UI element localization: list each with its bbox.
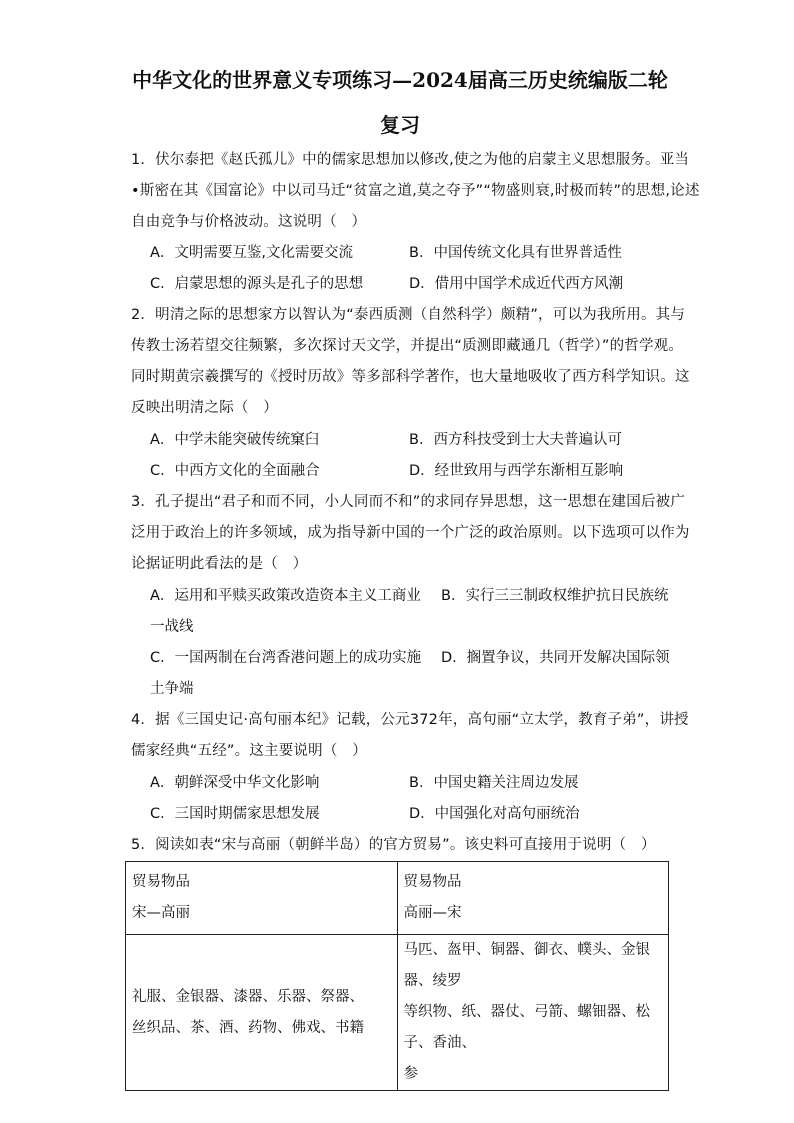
question-3-text-line: 泛用于政治上的许多领域，成为指导新中国的一个广泛的政治原则。以下选项可以作为 bbox=[131, 525, 690, 541]
table-header-row bbox=[126, 862, 669, 935]
question-4-option-a: A．朝鲜深受中华文化影响 bbox=[150, 775, 320, 791]
table-header-cell bbox=[397, 862, 669, 935]
question-1-option-c: C．启蒙思想的源头是孔子的思想 bbox=[150, 276, 364, 292]
question-1-option-a: A．文明需要互鉴,文化需要交流 bbox=[150, 245, 354, 261]
question-2-option-b: B．西方科技受到士大夫普遍认可 bbox=[409, 432, 622, 448]
cell-text-line: 礼服、金银器、漆器、乐器、祭器、 bbox=[132, 988, 364, 1005]
question-2-option-c: C．中西方文化的全面融合 bbox=[150, 463, 320, 479]
table-cell-goryeo-exports bbox=[397, 935, 669, 1091]
question-1-option-d: D．借用中国学术成近代西方风潮 bbox=[409, 276, 624, 292]
header-label: 贸易物品 bbox=[403, 874, 462, 890]
cell-text-line: 马匹、盔甲、铜器、御衣、幞头、金银器、绫罗 bbox=[403, 942, 650, 989]
question-5-text-line: 5．阅读如表“宋与高丽（朝鲜半岛）的官方贸易”。该史料可直接用于说明（ ） bbox=[131, 837, 656, 853]
question-1-text-line: 1．伏尔泰把《赵氏孤儿》中的儒家思想加以修改,使之为他的启蒙主义思想服务。亚当 bbox=[131, 152, 690, 168]
question-3-option-c: C．一国两制在台湾香港问题上的成功实施 bbox=[150, 650, 422, 666]
table-header-cell bbox=[126, 862, 398, 935]
question-2-option-d: D．经世致用与西学东渐相互影响 bbox=[409, 463, 624, 479]
document-title-continued: 复习 bbox=[380, 113, 420, 137]
question-3-option-b-continued: 一战线 bbox=[150, 619, 194, 635]
question-4-option-d: D．中国强化对高句丽统治 bbox=[409, 806, 580, 822]
document-title: 中华文化的世界意义专项练习—2024届高三历史统编版二轮 bbox=[132, 68, 668, 92]
question-4-option-b: B．中国史籍关注周边发展 bbox=[409, 775, 579, 791]
question-2-text-line: 反映出明清之际（ ） bbox=[131, 400, 278, 416]
table-row bbox=[126, 935, 669, 1091]
question-3-option-b: B．实行三三制政权维护抗日民族统 bbox=[441, 588, 669, 604]
question-4-text-line: 4．据《三国史记·高句丽本纪》记载，公元372年，高句丽“立太学，教育子弟”，讲授 bbox=[131, 712, 689, 728]
question-2-text-line: 同时期黄宗羲撰写的《授时历故》等多部科学著作，也大量地吸收了西方科学知识。这 bbox=[131, 369, 690, 385]
cell-text-line: 等织物、纸、器仗、弓箭、螺钿器、松子、香油、 bbox=[403, 1004, 650, 1051]
question-3-option-d-continued: 土争端 bbox=[150, 681, 194, 697]
question-4-text-line: 儒家经典“五经”。这主要说明（ ） bbox=[131, 743, 367, 759]
question-4-option-c: C．三国时期儒家思想发展 bbox=[150, 806, 320, 822]
question-2-text-line: 传教士汤若望交往频繁，多次探讨天文学，并提出“质测即藏通几（哲学）”的哲学观。 bbox=[131, 338, 684, 354]
cell-text-line: 丝织品、茶、酒、药物、佛戏、书籍 bbox=[132, 1019, 364, 1036]
cell-text-line: 参 bbox=[403, 1066, 418, 1082]
question-1-text-line: 自由竞争与价格波动。这说明（ ） bbox=[131, 214, 367, 230]
question-2-text-line: 2．明清之际的思想家方以智认为“泰西质测（自然科学）颇精”，可以为我所用。其与 bbox=[131, 307, 686, 323]
question-3-option-d: D．搁置争议，共同开发解决国际领 bbox=[441, 650, 670, 666]
question-1-text-line: •斯密在其《国富论》中以司马迁“贫富之道,莫之夺予”“物盛则衰,时极而转”的思想,论述 bbox=[131, 183, 700, 199]
question-3-text-line: 论据证明此看法的是（ ） bbox=[131, 556, 308, 572]
table-cell-song-exports bbox=[126, 935, 398, 1091]
question-3-text-line: 3．孔子提出“君子和而不同，小人同而不和”的求同存异思想，这一思想在建国后被广 bbox=[131, 494, 686, 510]
question-1-option-b: B．中国传统文化具有世界普适性 bbox=[409, 245, 622, 261]
header-label: 贸易物品 bbox=[132, 874, 190, 890]
question-2-option-a: A．中学未能突破传统窠臼 bbox=[150, 432, 320, 448]
trade-table bbox=[125, 861, 669, 1091]
header-direction: 宋—高丽 bbox=[132, 905, 190, 921]
question-3-option-a: A．运用和平赎买政策改造资本主义工商业 bbox=[150, 588, 421, 604]
header-direction: 高丽—宋 bbox=[403, 905, 462, 921]
